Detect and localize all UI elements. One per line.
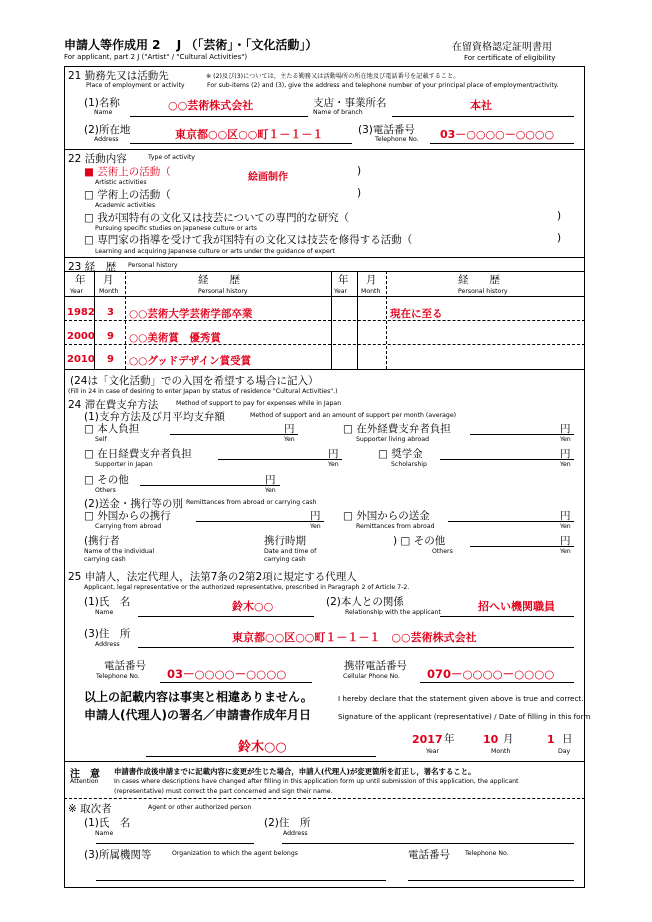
other2-yen: 円: [560, 535, 571, 547]
agent-name-label: (1)氏 名: [84, 817, 131, 829]
japan-yen: 円: [328, 448, 339, 460]
remit-yen: 円: [560, 510, 571, 522]
agent-tel-label: 電話番号: [408, 849, 450, 861]
self-checkbox[interactable]: □ 本人負担: [84, 423, 140, 435]
japan-checkbox[interactable]: □ 在日経費支弁者負担: [84, 448, 192, 460]
rep-cell-value: 070－○○○○－○○○○: [427, 667, 555, 681]
history-row-month: 3: [107, 307, 114, 318]
abroad-yen: 円: [560, 423, 571, 435]
s23-year-right: 年: [338, 274, 349, 286]
carry-yen: 円: [310, 510, 321, 522]
s24-sub2-en: Remittances from abroad or carrying cash: [186, 499, 317, 506]
agent-org-en: Organization to which the agent belongs: [172, 850, 298, 857]
history-row-year: 1982: [67, 307, 95, 318]
s23-year-left: 年: [75, 274, 86, 286]
employer-address-value: 東京都○○区○○町１－１－１: [175, 128, 324, 141]
history-row-text: ○○美術賞 優秀賞: [129, 332, 221, 344]
s21-title-en: Place of employment or activity: [86, 82, 185, 89]
date-month-value: 10: [483, 733, 499, 746]
s23-history-en-right: Personal history: [458, 288, 508, 295]
agent-title-en: Agent or other authorized person: [148, 804, 252, 811]
self-yen: 円: [284, 423, 295, 435]
s23-year-en-right: Year: [334, 288, 348, 295]
form-subtitle: For applicant, part 2 J ("Artist" / "Cultural Activities"): [64, 53, 248, 61]
carrier-en1: Name of the individual: [84, 548, 155, 555]
artistic-checkbox[interactable]: ■ 芸術上の活動（: [84, 166, 171, 178]
history-row-year: 2000: [67, 331, 95, 342]
s24-title: 24 滞在費支弁方法: [68, 399, 159, 411]
carry-en: Carrying from abroad: [95, 523, 162, 530]
agent-title: ※ 取次者: [68, 803, 112, 815]
s21-name-en: Name: [94, 109, 113, 116]
other2-yen-en: Yen: [560, 548, 571, 555]
s23-history-en-left: Personal history: [198, 288, 248, 295]
date-month-en: Month: [491, 748, 511, 755]
history-right-text: 現在に至る: [390, 308, 443, 320]
s22-title: 22 活動内容: [68, 153, 127, 165]
agent-org-label: (3)所属機関等: [84, 849, 152, 861]
s24-title-en: Method of support to pay for expenses while in Japan: [176, 400, 342, 407]
rep-tel-value: 03－○○○○－○○○○: [167, 667, 287, 681]
s23-month-en-right: Month: [361, 288, 381, 295]
history-row-text: ○○グッドデザイン賞受賞: [129, 355, 252, 367]
s25-cell-en: Cellular Phone No.: [343, 673, 400, 680]
rep-rel-value: 招へい機関職員: [478, 600, 555, 613]
s25-rel-en: Relationship with the applicant: [345, 609, 441, 616]
learn-checkbox[interactable]: □ 専門家の指導を受けて我が国特有の文化又は技芸を修得する活動（: [84, 234, 413, 246]
carry-time-en2: carrying cash: [264, 556, 306, 563]
academic-checkbox[interactable]: □ 学術上の活動（: [84, 189, 171, 201]
study-en: Pursuing specific studies on Japanese culture or arts: [95, 225, 257, 232]
s24-pre: (24は「文化活動」での入国を希望する場合に記入）: [70, 375, 319, 387]
carry-yen-en: Yen: [310, 523, 321, 530]
s23-title-en: Personal history: [128, 262, 178, 269]
s25-title: 25 申請人，法定代理人，法第7条の2第2項に規定する代理人: [68, 571, 357, 583]
s21-tel-en: Telephone No.: [375, 136, 419, 143]
employer-name-value: ○○芸術株式会社: [168, 99, 254, 112]
attention-text-en2: (representative) must correct the part concerned and sign their name.: [114, 788, 333, 795]
remit-en: Remittances from abroad: [356, 523, 435, 530]
other2-en: Others: [432, 548, 453, 555]
s25-addr-label: (3)住 所: [84, 628, 131, 640]
abroad-en: Supporter living abroad: [356, 436, 430, 443]
other-yen-en: Yen: [265, 487, 276, 494]
s23-year-en-left: Year: [70, 288, 84, 295]
other-checkbox[interactable]: □ その他: [84, 474, 129, 486]
scholar-en: Scholarship: [391, 461, 427, 468]
other-yen: 円: [265, 474, 276, 486]
date-day-label: 日: [562, 733, 573, 745]
s24-pre-en: (Fill in 24 in case of desiring to enter Japan by status of residence "Cultural Activities".): [68, 388, 338, 395]
s25-tel-en: Telephone No.: [96, 673, 140, 680]
s21-tel-label: (3)電話番号: [358, 124, 415, 136]
abroad-yen-en: Yen: [560, 436, 571, 443]
declaration-jp1: 以上の記載内容は事実と相違ありません。: [84, 690, 313, 704]
s25-tel-label: 電話番号: [104, 660, 146, 672]
self-en: Self: [95, 436, 107, 443]
artistic-value: 絵画制作: [248, 172, 288, 183]
study-checkbox[interactable]: □ 我が国特有の文化又は技芸についての専門的な研究（: [84, 212, 350, 224]
s25-addr-en: Address: [95, 641, 120, 648]
form-title: 申請人等作成用 2 J （「芸術」・「文化活動」）: [64, 38, 318, 52]
agent-addr-en: Address: [283, 830, 308, 837]
attention-text-en1: In cases where descriptions have changed after filling in this application form up until submission of this application, the applicant: [114, 778, 519, 785]
declaration-jp2: 申請人(代理人)の署名／申請書作成年月日: [84, 708, 311, 722]
s25-title-en: Applicant, legal representative or the authorized representative, prescribed in Paragraph 2 of Article 7-2.: [84, 584, 410, 591]
history-row-month: 9: [107, 331, 114, 342]
form-type-en: For certificate of eligibility: [464, 54, 556, 62]
learn-close: ): [557, 232, 562, 244]
carry-checkbox[interactable]: □ 外国からの携行: [84, 510, 171, 522]
academic-close: ): [357, 187, 362, 199]
s25-name-en: Name: [95, 609, 114, 616]
s24-sub2: (2)送金・携行等の別: [84, 498, 183, 510]
date-month-label: 月: [503, 733, 514, 745]
artistic-close: ): [357, 165, 362, 177]
date-year-value: 2017: [412, 733, 443, 746]
s25-name-label: (1)氏 名: [84, 596, 131, 608]
rep-addr-value: 東京都○○区○○町１－１－１ ○○芸術株式会社: [232, 631, 477, 644]
scholar-checkbox[interactable]: □ 奨学金: [378, 448, 423, 460]
artistic-en: Artistic activities: [95, 179, 147, 186]
abroad-checkbox[interactable]: □ 在外経費支弁者負担: [343, 423, 451, 435]
date-year-label: 年: [444, 733, 455, 745]
scholar-yen-en: Yen: [560, 461, 571, 468]
japan-en: Supporter in Japan: [95, 461, 153, 468]
date-year-en: Year: [426, 748, 440, 755]
study-close: ): [557, 210, 562, 222]
form-type: 在留資格認定証明書用: [452, 42, 552, 53]
other2-checkbox[interactable]: ) □ その他: [393, 535, 446, 547]
declaration-en2: Signature of the applicant (representative) / Date of filling in this form: [338, 712, 591, 721]
remit-checkbox[interactable]: □ 外国からの送金: [343, 510, 430, 522]
s25-cell-label: 携帯電話番号: [344, 660, 407, 672]
employer-tel-value: 03－○○○○－○○○○: [440, 128, 555, 141]
s22-title-en: Type of activity: [148, 154, 195, 161]
agent-addr-label: (2)住 所: [264, 817, 311, 829]
s21-address-label: (2)所在地: [84, 124, 131, 136]
history-row-month: 9: [107, 354, 114, 365]
history-row-text: ○○芸術大学芸術学部卒業: [129, 308, 253, 320]
scholar-yen: 円: [560, 448, 571, 460]
signature-value: 鈴木○○: [238, 740, 287, 755]
carry-time-en1: Date and time of: [264, 548, 317, 555]
attention-label-en: Attention: [70, 778, 99, 785]
carrier-en2: carrying cash: [84, 556, 126, 563]
rep-name-value: 鈴木○○: [232, 600, 274, 613]
s21-name-label: (1)名称: [84, 97, 120, 109]
s21-address-en: Address: [94, 136, 119, 143]
s23-month-right: 月: [366, 274, 377, 286]
s23-month-en-left: Month: [99, 288, 119, 295]
s21-branch-en: Name of branch: [313, 109, 363, 116]
s23-month-left: 月: [103, 274, 114, 286]
other-en: Others: [95, 487, 116, 494]
carry-time-label: 携行時期: [264, 535, 306, 547]
date-day-en: Day: [558, 748, 571, 755]
japan-yen-en: Yen: [328, 461, 339, 468]
s21-note-en: For sub-items (2) and (3), give the address and telephone number of your principal place of employment/activity.: [207, 82, 559, 89]
s21-title: 21 勤務先又は活動先: [68, 70, 169, 82]
date-day-value: 1: [547, 733, 555, 746]
s25-rel-label: (2)本人との関係: [326, 596, 404, 608]
s24-sub1-en: Method of support and an amount of support per month (average): [250, 412, 457, 419]
agent-name-en: Name: [95, 830, 114, 837]
attention-label: 注 意: [70, 769, 100, 780]
attention-text: 申請書作成後申請までに記載内容に変更が生じた場合，申請人(代理人)が変更箇所を訂正し，署名すること。: [114, 767, 476, 776]
learn-en: Learning and acquiring Japanese culture or arts under the guidance of expert: [95, 248, 335, 255]
s23-history-left: 経 歴: [198, 274, 240, 286]
carrier-label: (携行者: [84, 535, 120, 547]
s24-sub1: (1)支弁方法及び月平均支弁額: [84, 411, 225, 423]
agent-tel-en: Telephone No.: [465, 850, 509, 857]
remit-yen-en: Yen: [560, 523, 571, 530]
s21-branch-label: 支店・事業所名: [313, 97, 387, 109]
academic-en: Academic activities: [95, 202, 156, 209]
self-yen-en: Yen: [284, 436, 295, 443]
s23-title: 23 経 歴: [68, 261, 117, 273]
s21-note: ※ (2)及び(3)については，主たる勤務又は活動場所の所在地及び電話番号を記載すること。: [206, 73, 460, 80]
history-row-year: 2010: [67, 354, 95, 365]
branch-value: 本社: [470, 99, 492, 112]
declaration-en1: I hereby declare that the statement given above is true and correct.: [338, 694, 584, 703]
s23-history-right: 経 歴: [458, 274, 500, 286]
